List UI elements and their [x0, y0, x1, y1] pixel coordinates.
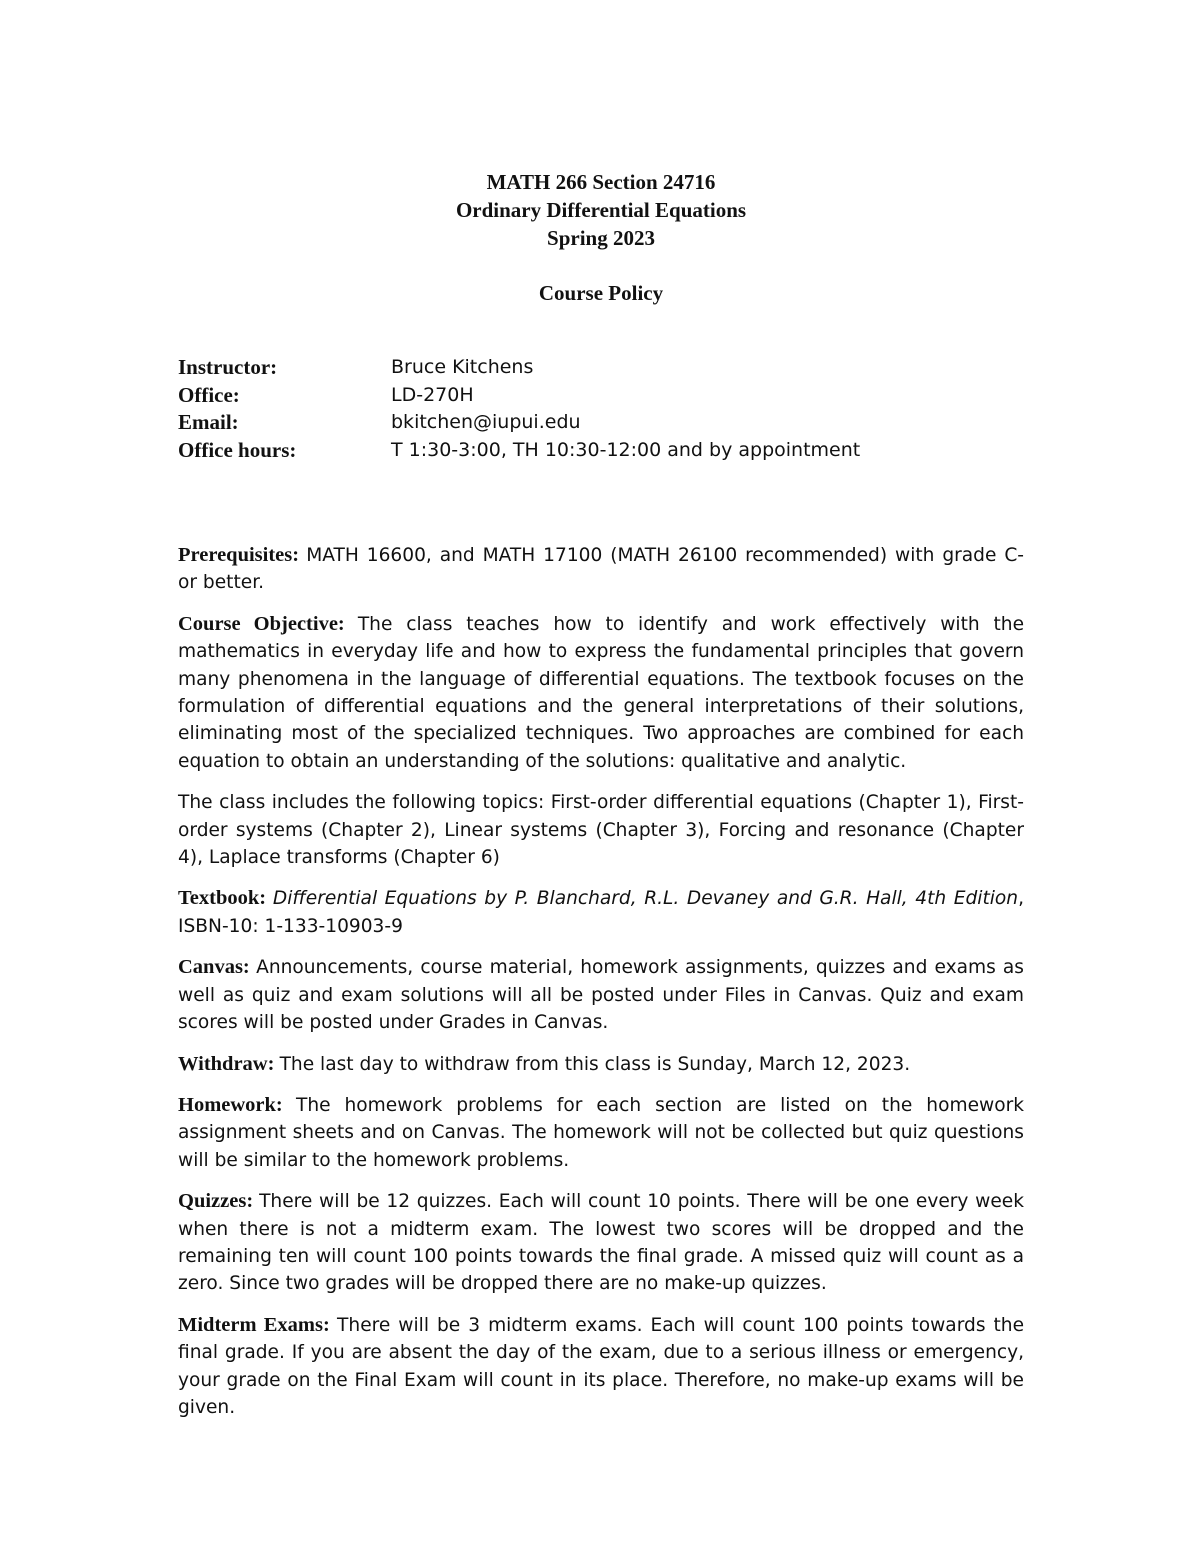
section-withdraw [178, 1051, 1024, 1078]
section-label: Homework: [178, 1093, 283, 1116]
section-canvas [178, 954, 1024, 1036]
section-label: Textbook: [178, 887, 267, 910]
section-text: The last day to withdraw from this class is Sunday, March 12, 2023. [279, 1053, 911, 1075]
section-text: There will be 3 midterm exams. Each will count 100 points towards the final grade. If you are absent the day of the exam, due to a serious illness or emergency, your grade on the Final Exam will count in its place. Therefore, no make-up exams will be given. [178, 1314, 1025, 1418]
info-label: Instructor: [178, 355, 278, 379]
section-objective [178, 611, 1024, 775]
section-textbook [178, 885, 1024, 940]
section-label: Midterm Exams: [178, 1313, 330, 1336]
course-title: Ordinary Differential Equations [455, 198, 747, 222]
section-quizzes [178, 1188, 1024, 1298]
section-label: Course Objective: [178, 612, 345, 635]
section-text: The class teaches how to identify and work effectively with the mathematics in everyday life and how to express the fundamental principles that govern many phenomena in the language of differential equations. The textbook focuses on the formulation of differential equations and the general interpretations of their solutions, eliminating most of the specialized techniques. Two approaches are combined for each equation to obtain an understanding of the solutions: qualitative and analytic. [178, 613, 1025, 772]
section-text: MATH 16600, and MATH 17100 (MATH 26100 recommended) with grade C- or better. [178, 545, 1025, 594]
info-row-email [178, 409, 1024, 437]
info-value: LD-270H [391, 383, 474, 406]
document-header [178, 168, 1024, 307]
course-code: MATH 266 Section 24716 [486, 170, 716, 194]
textbook-isbn: , ISBN-10: 1-133-10903-9 [178, 888, 1024, 937]
email-value: bkitchen@iupui.edu [391, 411, 581, 433]
section-midterms [178, 1312, 1024, 1422]
textbook-title: Differential Equations by P. Blanchard, R.L. Devaney and G.R. Hall, 4th Edition [272, 888, 1019, 910]
instructor-info [178, 354, 1024, 464]
policy-heading: Course Policy [538, 281, 664, 305]
info-row-instructor [178, 354, 1024, 382]
info-value: Bruce Kitchens [391, 356, 534, 378]
section-label: Prerequisites: [178, 544, 300, 566]
section-text: Announcements, course material, homework assignments, quizzes and exams as well as quiz and exam solutions will all be posted under Files in Canvas. Quiz and exam scores will be posted under Grades in Canvas. [178, 957, 1024, 1034]
info-row-office [178, 382, 1024, 410]
document-page [178, 168, 1024, 1435]
section-label: Canvas: [178, 956, 250, 979]
section-text: The class includes the following topics: First-order differential equations (Chapter 1), First-order systems (Chapter 2), Linear systems (Chapter 3), Forcing and resonance (Chapter 4), Laplace transforms (Chapter 6) [178, 792, 1024, 869]
info-label: Office hours: [178, 437, 297, 462]
info-row-office-hours [178, 437, 1024, 465]
section-text: The homework problems for each section are listed on the homework assignment sheets and on Canvas. The homework will not be collected but quiz questions will be similar to the homework problems. [178, 1094, 1025, 1171]
section-homework [178, 1092, 1024, 1174]
info-value: T 1:30-3:00, TH 10:30-12:00 and by appointment [391, 438, 861, 461]
section-prerequisites [178, 542, 1024, 597]
info-label: Office: [178, 382, 240, 407]
info-label: Email: [178, 410, 239, 434]
document-body [178, 542, 1024, 1421]
course-term: Spring 2023 [547, 226, 655, 250]
section-topics [178, 789, 1024, 871]
section-label: Quizzes: [178, 1190, 254, 1213]
section-text: There will be 12 quizzes. Each will count 10 points. There will be one every week when there is not a midterm exam. The lowest two scores will be dropped and the remaining ten will count 100 points towards the final grade. A missed quiz will count as a zero. Since two grades will be dropped there are no make-up quizzes. [178, 1191, 1024, 1295]
section-label: Withdraw: [178, 1052, 275, 1075]
